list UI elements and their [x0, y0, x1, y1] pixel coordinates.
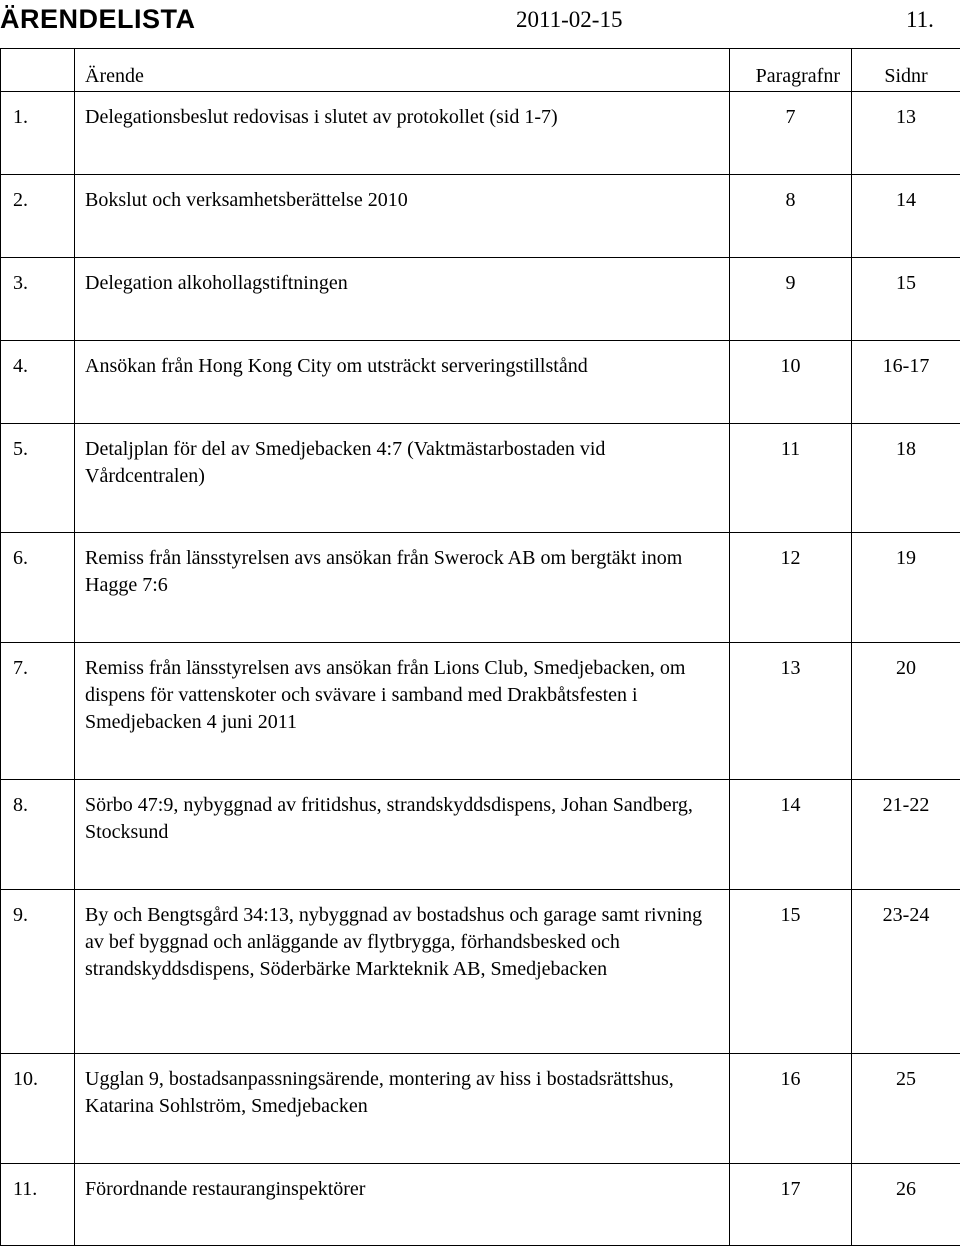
page-number: 20	[852, 643, 960, 780]
table-row	[1, 258, 960, 341]
item-number: 3.	[1, 258, 75, 341]
page-number: 25	[852, 1054, 960, 1164]
page-number: 23-24	[852, 890, 960, 1054]
item-number: 10.	[1, 1054, 75, 1164]
item-text: Remiss från länsstyrelsen avs ansökan från Lions Club, Smedjebacken, om dispens för vattenskoter och svävare i samband med Drakbåtsfesten i Smedjebacken 4 juni 2011	[75, 643, 730, 780]
item-number: 2.	[1, 175, 75, 258]
item-text: Ansökan från Hong Kong City om utsträckt serveringstillstånd	[75, 341, 730, 424]
item-number: 9.	[1, 890, 75, 1054]
table-row	[1, 780, 960, 890]
item-text: Ugglan 9, bostadsanpassningsärende, montering av hiss i bostadsrättshus, Katarina Sohlström, Smedjebacken	[75, 1054, 730, 1164]
item-text: Sörbo 47:9, nybyggnad av fritidshus, strandskyddsdispens, Johan Sandberg, Stocksund	[75, 780, 730, 890]
table-row	[1, 1054, 960, 1164]
paragraph-number: 9	[730, 258, 852, 341]
table-header-row	[1, 49, 960, 92]
item-number: 11.	[1, 1164, 75, 1246]
meeting-date: 2011-02-15	[516, 4, 622, 36]
page-number: 13	[852, 92, 960, 175]
item-text: Delegation alkohollagstiftningen	[75, 258, 730, 341]
table-row	[1, 341, 960, 424]
header-item: Ärende	[75, 49, 730, 92]
item-text: Bokslut och verksamhetsberättelse 2010	[75, 175, 730, 258]
page-number: 18	[852, 424, 960, 533]
table-row	[1, 175, 960, 258]
paragraph-number: 12	[730, 533, 852, 643]
header-page: Sidnr	[852, 49, 960, 92]
paragraph-number: 13	[730, 643, 852, 780]
table-row	[1, 1164, 960, 1246]
table-row	[1, 890, 960, 1054]
paragraph-number: 7	[730, 92, 852, 175]
section-number: 11.	[906, 4, 934, 36]
document-header	[0, 0, 960, 45]
page-number: 15	[852, 258, 960, 341]
paragraph-number: 15	[730, 890, 852, 1054]
page-number: 19	[852, 533, 960, 643]
table-row	[1, 92, 960, 175]
table-row	[1, 643, 960, 780]
item-number: 6.	[1, 533, 75, 643]
paragraph-number: 17	[730, 1164, 852, 1246]
page-number: 21-22	[852, 780, 960, 890]
page-number: 16-17	[852, 341, 960, 424]
paragraph-number: 11	[730, 424, 852, 533]
item-number: 5.	[1, 424, 75, 533]
header-number	[1, 49, 75, 92]
item-text: Remiss från länsstyrelsen avs ansökan från Swerock AB om bergtäkt inom Hagge 7:6	[75, 533, 730, 643]
item-text: By och Bengtsgård 34:13, nybyggnad av bostadshus och garage samt rivning av bef byggnad och anläggande av flytbrygga, förhandsbesked och strandskyddsdispens, Söderbärke Markteknik AB, Smedjebacken	[75, 890, 730, 1054]
item-number: 4.	[1, 341, 75, 424]
paragraph-number: 16	[730, 1054, 852, 1164]
page-number: 26	[852, 1164, 960, 1246]
item-text: Förordnande restauranginspektörer	[75, 1164, 730, 1246]
item-text: Delegationsbeslut redovisas i slutet av protokollet (sid 1-7)	[75, 92, 730, 175]
table-row	[1, 424, 960, 533]
agenda-table	[0, 48, 960, 1246]
paragraph-number: 10	[730, 341, 852, 424]
item-text: Detaljplan för del av Smedjebacken 4:7 (Vaktmästarbostaden vid Vårdcentralen)	[75, 424, 730, 533]
page-number: 14	[852, 175, 960, 258]
paragraph-number: 14	[730, 780, 852, 890]
item-number: 7.	[1, 643, 75, 780]
paragraph-number: 8	[730, 175, 852, 258]
table-row	[1, 533, 960, 643]
item-number: 8.	[1, 780, 75, 890]
document-title: ÄRENDELISTA	[0, 2, 196, 36]
item-number: 1.	[1, 92, 75, 175]
header-paragraph: Paragrafnr	[730, 49, 852, 92]
